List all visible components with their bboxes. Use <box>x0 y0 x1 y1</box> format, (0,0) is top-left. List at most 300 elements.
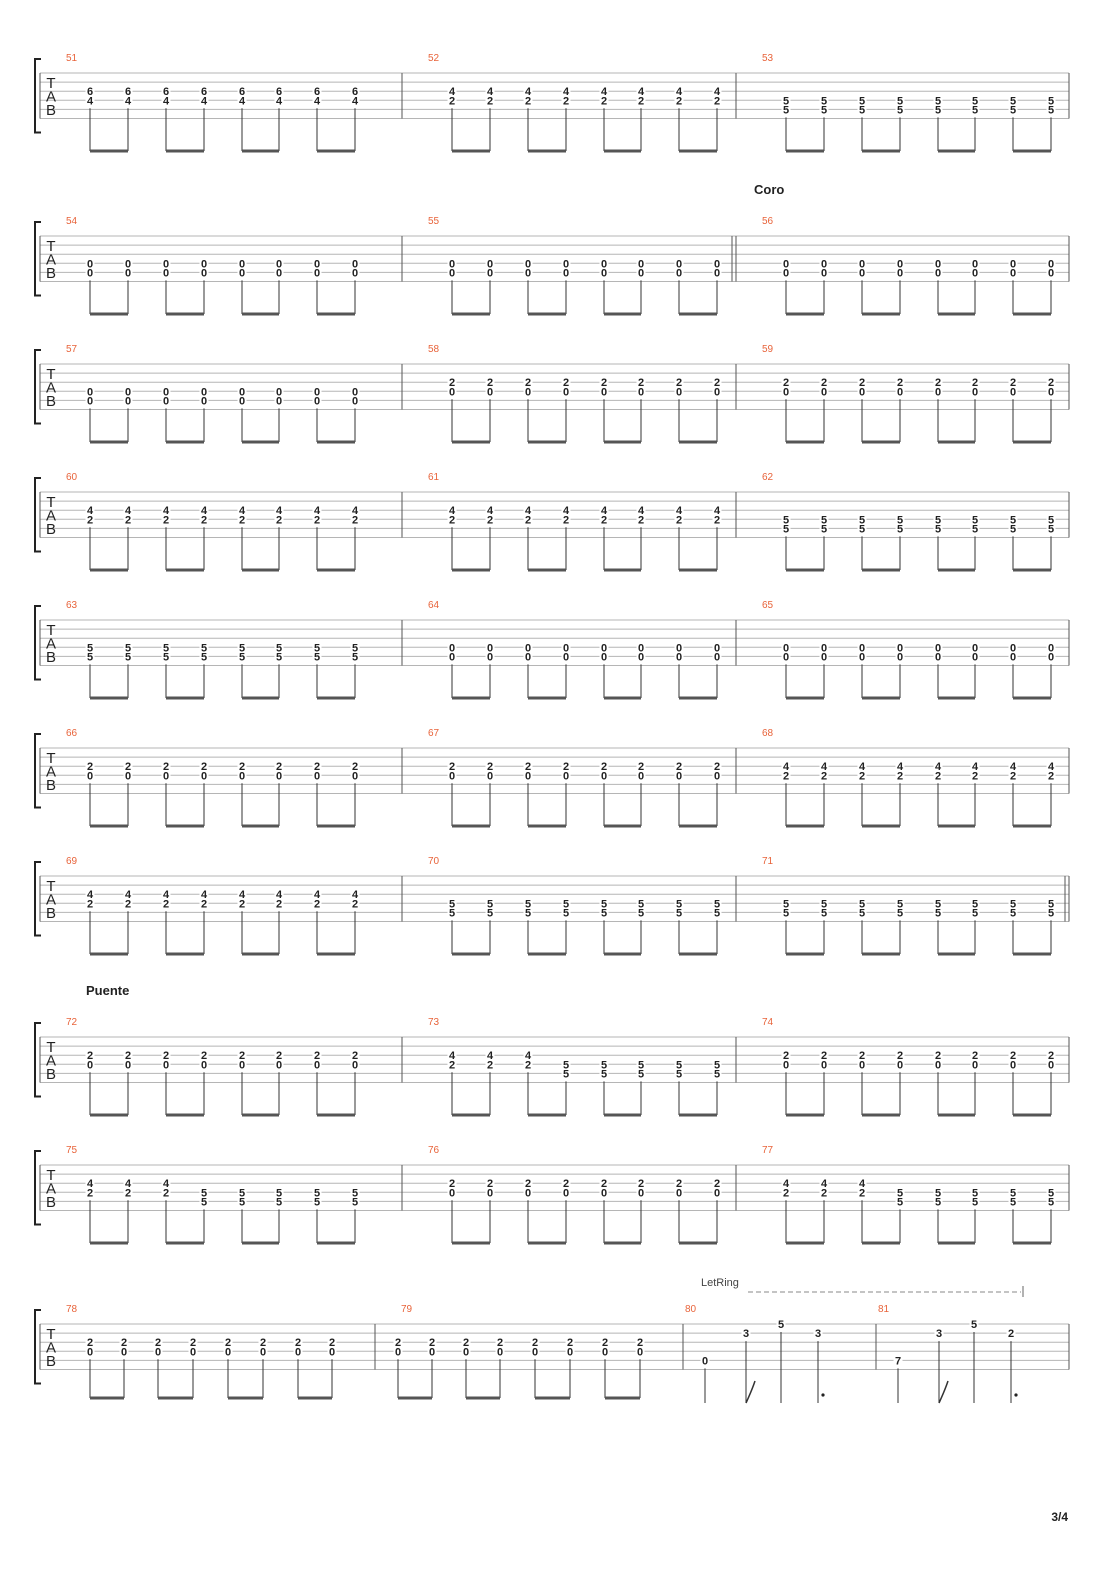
single-note-fret: 7 <box>894 1355 902 1368</box>
note-fret-bottom: 2 <box>486 1059 494 1072</box>
note-fret-bottom: 2 <box>448 514 456 527</box>
measure-number: 68 <box>762 728 774 739</box>
note-fret-bottom: 2 <box>86 514 94 527</box>
note-fret-bottom: 5 <box>971 907 979 920</box>
note-fret-top: 0 <box>1009 258 1017 271</box>
note-fret-bottom: 5 <box>782 523 790 536</box>
note-fret-top: 2 <box>394 1337 402 1350</box>
tab-clef-letter: T <box>46 238 56 255</box>
note-fret-top: 5 <box>675 1059 683 1072</box>
note-fret-bottom: 0 <box>496 1346 504 1359</box>
measure-number: 80 <box>685 1304 697 1315</box>
note-fret-top: 0 <box>713 642 721 655</box>
note-fret-top: 0 <box>896 642 904 655</box>
note-fret-bottom: 4 <box>351 95 359 108</box>
note-fret-top: 5 <box>713 898 721 911</box>
dotted-note-dot <box>821 1393 824 1396</box>
note-fret-top: 4 <box>858 1178 866 1191</box>
note-fret-top: 5 <box>275 642 283 655</box>
note-fret-bottom: 5 <box>1047 104 1055 117</box>
note-fret-bottom: 0 <box>86 395 94 408</box>
note-fret-top: 2 <box>496 1337 504 1350</box>
note-fret-bottom: 0 <box>162 267 170 280</box>
note-fret-bottom: 0 <box>313 770 321 783</box>
measure-number: 73 <box>428 1017 440 1028</box>
note-fret-top: 4 <box>86 889 94 902</box>
tab-clef-letter: B <box>45 393 57 411</box>
note-fret-top: 0 <box>351 386 359 399</box>
note-fret-top: 5 <box>637 1059 645 1072</box>
note-fret-bottom: 5 <box>858 523 866 536</box>
note-fret-bottom: 5 <box>1047 1196 1055 1209</box>
note-fret-bottom: 0 <box>858 267 866 280</box>
note-fret-bottom: 0 <box>636 1346 644 1359</box>
note-fret-top: 4 <box>524 1050 532 1063</box>
note-fret-bottom: 0 <box>200 1059 208 1072</box>
note-fret-bottom: 2 <box>200 514 208 527</box>
note-fret-bottom: 0 <box>124 770 132 783</box>
note-fret-top: 4 <box>124 505 132 518</box>
note-fret-top: 2 <box>486 377 494 390</box>
note-fret-bottom: 0 <box>313 1059 321 1072</box>
note-fret-bottom: 0 <box>486 267 494 280</box>
note-fret-bottom: 0 <box>294 1346 302 1359</box>
measure-number: 81 <box>878 1304 890 1315</box>
note-fret-bottom: 2 <box>351 514 359 527</box>
note-fret-bottom: 5 <box>275 1196 283 1209</box>
note-fret-bottom: 0 <box>1009 651 1017 664</box>
note-fret-bottom: 5 <box>896 104 904 117</box>
note-fret-top: 2 <box>294 1337 302 1350</box>
note-fret-top: 5 <box>600 1059 608 1072</box>
note-fret-bottom: 2 <box>858 770 866 783</box>
note-fret-top: 2 <box>486 1178 494 1191</box>
note-fret-top: 4 <box>1047 761 1055 774</box>
measure-number: 51 <box>66 53 78 64</box>
note-fret-top: 2 <box>120 1337 128 1350</box>
note-fret-top: 2 <box>224 1337 232 1350</box>
note-fret-top: 4 <box>600 505 608 518</box>
measure-number: 54 <box>66 216 78 227</box>
note-fret-bottom: 5 <box>782 104 790 117</box>
note-fret-top: 4 <box>1009 761 1017 774</box>
note-fret-top: 6 <box>200 86 208 99</box>
note-fret-bottom: 0 <box>86 267 94 280</box>
tab-clef-letter: B <box>45 905 57 923</box>
measure-number: 60 <box>66 472 78 483</box>
note-fret-top: 2 <box>858 1050 866 1063</box>
note-fret-bottom: 0 <box>154 1346 162 1359</box>
note-fret-top: 5 <box>600 898 608 911</box>
note-fret-top: 2 <box>524 377 532 390</box>
note-fret-bottom: 5 <box>713 907 721 920</box>
note-fret-top: 4 <box>524 86 532 99</box>
note-fret-top: 4 <box>934 761 942 774</box>
note-fret-bottom: 0 <box>896 386 904 399</box>
note-fret-bottom: 2 <box>820 1187 828 1200</box>
note-fret-top: 2 <box>562 377 570 390</box>
note-fret-top: 2 <box>562 1178 570 1191</box>
note-fret-bottom: 2 <box>124 1187 132 1200</box>
note-fret-top: 0 <box>486 258 494 271</box>
note-fret-top: 5 <box>1009 95 1017 108</box>
note-fret-top: 4 <box>637 505 645 518</box>
note-fret-bottom: 0 <box>189 1346 197 1359</box>
note-fret-top: 2 <box>328 1337 336 1350</box>
note-fret-top: 2 <box>820 1050 828 1063</box>
note-fret-bottom: 0 <box>675 267 683 280</box>
note-fret-top: 4 <box>713 505 721 518</box>
note-fret-top: 5 <box>637 898 645 911</box>
note-fret-bottom: 4 <box>275 95 283 108</box>
note-fret-bottom: 0 <box>637 267 645 280</box>
note-fret-top: 0 <box>313 386 321 399</box>
note-fret-bottom: 2 <box>934 770 942 783</box>
note-fret-bottom: 2 <box>713 514 721 527</box>
note-fret-top: 0 <box>858 642 866 655</box>
measure-number: 70 <box>428 856 440 867</box>
note-fret-top: 5 <box>934 1187 942 1200</box>
measure-number: 79 <box>401 1304 413 1315</box>
note-fret-top: 5 <box>448 898 456 911</box>
note-fret-bottom: 5 <box>934 523 942 536</box>
measure-number: 67 <box>428 728 440 739</box>
note-fret-bottom: 0 <box>313 395 321 408</box>
measure-number: 62 <box>762 472 774 483</box>
tab-clef-letter: A <box>45 88 57 106</box>
tab-clef-letter: B <box>45 102 57 120</box>
note-fret-bottom: 0 <box>858 1059 866 1072</box>
note-fret-bottom: 4 <box>162 95 170 108</box>
note-fret-bottom: 0 <box>1047 1059 1055 1072</box>
note-fret-bottom: 0 <box>675 1187 683 1200</box>
note-fret-top: 5 <box>820 95 828 108</box>
note-fret-bottom: 2 <box>448 95 456 108</box>
note-fret-bottom: 2 <box>86 898 94 911</box>
note-fret-bottom: 0 <box>820 386 828 399</box>
note-fret-bottom: 5 <box>162 651 170 664</box>
tab-clef-letter: T <box>46 1039 56 1056</box>
note-fret-top: 6 <box>275 86 283 99</box>
note-fret-top: 2 <box>637 761 645 774</box>
note-fret-top: 0 <box>162 258 170 271</box>
note-fret-bottom: 5 <box>275 651 283 664</box>
note-fret-top: 4 <box>486 1050 494 1063</box>
note-fret-bottom: 4 <box>86 95 94 108</box>
note-fret-bottom: 5 <box>238 651 246 664</box>
note-fret-bottom: 0 <box>351 267 359 280</box>
tab-clef-letter: A <box>45 1339 57 1357</box>
tab-clef-letter: T <box>46 75 56 92</box>
note-fret-bottom: 0 <box>275 770 283 783</box>
note-fret-bottom: 0 <box>896 267 904 280</box>
note-fret-top: 5 <box>1009 1187 1017 1200</box>
note-fret-bottom: 2 <box>124 514 132 527</box>
note-fret-top: 5 <box>858 898 866 911</box>
note-fret-bottom: 0 <box>524 386 532 399</box>
note-fret-top: 0 <box>524 642 532 655</box>
note-fret-bottom: 2 <box>820 770 828 783</box>
note-fret-top: 0 <box>782 258 790 271</box>
note-fret-top: 0 <box>820 258 828 271</box>
note-fret-bottom: 0 <box>782 267 790 280</box>
note-fret-top: 6 <box>238 86 246 99</box>
note-fret-top: 0 <box>1047 258 1055 271</box>
note-fret-top: 2 <box>86 761 94 774</box>
measure-number: 57 <box>66 344 78 355</box>
note-fret-top: 2 <box>154 1337 162 1350</box>
note-fret-top: 2 <box>531 1337 539 1350</box>
note-fret-top: 0 <box>448 642 456 655</box>
measure-number: 74 <box>762 1017 774 1028</box>
note-fret-bottom: 2 <box>562 514 570 527</box>
note-fret-bottom: 0 <box>600 386 608 399</box>
note-fret-top: 2 <box>313 1050 321 1063</box>
note-fret-bottom: 0 <box>448 1187 456 1200</box>
note-fret-top: 2 <box>448 1178 456 1191</box>
note-fret-top: 4 <box>162 505 170 518</box>
note-fret-bottom: 0 <box>486 651 494 664</box>
note-fret-top: 2 <box>600 1178 608 1191</box>
note-fret-top: 0 <box>486 642 494 655</box>
note-fret-top: 4 <box>351 505 359 518</box>
note-fret-bottom: 0 <box>238 1059 246 1072</box>
note-fret-bottom: 2 <box>162 1187 170 1200</box>
note-fret-top: 5 <box>275 1187 283 1200</box>
note-fret-bottom: 2 <box>713 95 721 108</box>
note-fret-bottom: 5 <box>600 907 608 920</box>
note-fret-top: 5 <box>934 95 942 108</box>
note-fret-bottom: 2 <box>486 95 494 108</box>
note-fret-bottom: 2 <box>1009 770 1017 783</box>
note-fret-top: 2 <box>86 1337 94 1350</box>
note-fret-top: 0 <box>313 258 321 271</box>
note-fret-bottom: 4 <box>238 95 246 108</box>
note-fret-bottom: 0 <box>713 267 721 280</box>
note-fret-bottom: 0 <box>351 770 359 783</box>
note-fret-bottom: 0 <box>313 267 321 280</box>
single-note-fret: 3 <box>935 1328 943 1341</box>
note-fret-bottom: 2 <box>313 898 321 911</box>
single-note-fret: 2 <box>1007 1328 1015 1341</box>
note-fret-top: 0 <box>200 258 208 271</box>
note-fret-bottom: 0 <box>486 386 494 399</box>
note-fret-top: 5 <box>313 1187 321 1200</box>
measure-number: 64 <box>428 600 440 611</box>
tab-clef-letter: B <box>45 1353 57 1371</box>
note-fret-top: 2 <box>351 1050 359 1063</box>
note-fret-bottom: 0 <box>162 395 170 408</box>
note-fret-bottom: 5 <box>448 907 456 920</box>
section-label: Puente <box>86 983 130 998</box>
note-fret-top: 2 <box>637 377 645 390</box>
note-fret-top: 2 <box>86 1050 94 1063</box>
note-fret-top: 2 <box>971 377 979 390</box>
tab-clef-letter: T <box>46 750 56 767</box>
note-fret-bottom: 0 <box>1047 651 1055 664</box>
note-fret-top: 0 <box>1009 642 1017 655</box>
note-fret-bottom: 0 <box>782 651 790 664</box>
note-fret-bottom: 0 <box>820 267 828 280</box>
single-note-fret: 3 <box>742 1328 750 1341</box>
tab-clef-letter: A <box>45 379 57 397</box>
note-fret-bottom: 2 <box>675 514 683 527</box>
note-fret-top: 2 <box>675 377 683 390</box>
note-fret-bottom: 0 <box>448 386 456 399</box>
note-fret-bottom: 0 <box>971 1059 979 1072</box>
note-fret-top: 0 <box>934 642 942 655</box>
note-fret-top: 0 <box>1047 642 1055 655</box>
note-fret-top: 5 <box>86 642 94 655</box>
let-ring-label: LetRing <box>701 1277 739 1289</box>
note-fret-top: 6 <box>86 86 94 99</box>
measure-number: 66 <box>66 728 78 739</box>
note-fret-bottom: 0 <box>1047 267 1055 280</box>
note-fret-bottom: 5 <box>820 523 828 536</box>
note-fret-bottom: 2 <box>637 514 645 527</box>
note-fret-top: 2 <box>566 1337 574 1350</box>
measure-number: 77 <box>762 1145 774 1156</box>
note-fret-top: 6 <box>162 86 170 99</box>
tab-clef-letter: B <box>45 521 57 539</box>
note-fret-bottom: 0 <box>238 770 246 783</box>
note-fret-top: 5 <box>562 1059 570 1072</box>
note-fret-top: 0 <box>275 258 283 271</box>
note-fret-bottom: 0 <box>124 1059 132 1072</box>
note-fret-bottom: 2 <box>524 95 532 108</box>
note-fret-top: 2 <box>1009 377 1017 390</box>
note-fret-top: 6 <box>351 86 359 99</box>
note-fret-bottom: 0 <box>600 770 608 783</box>
note-fret-bottom: 0 <box>562 267 570 280</box>
note-fret-bottom: 5 <box>486 907 494 920</box>
note-fret-bottom: 2 <box>600 514 608 527</box>
note-fret-top: 2 <box>486 761 494 774</box>
tab-clef-letter: A <box>45 507 57 525</box>
note-fret-top: 2 <box>1009 1050 1017 1063</box>
note-fret-bottom: 0 <box>238 267 246 280</box>
note-fret-top: 4 <box>238 505 246 518</box>
note-fret-bottom: 0 <box>562 1187 570 1200</box>
tab-clef-letter: B <box>45 1066 57 1084</box>
note-fret-top: 0 <box>86 258 94 271</box>
tab-clef-letter: B <box>45 1194 57 1212</box>
note-fret-bottom: 0 <box>600 267 608 280</box>
note-fret-bottom: 4 <box>200 95 208 108</box>
note-fret-bottom: 5 <box>971 523 979 536</box>
note-fret-top: 0 <box>351 258 359 271</box>
note-fret-bottom: 0 <box>524 267 532 280</box>
note-fret-bottom: 0 <box>637 1187 645 1200</box>
note-fret-top: 0 <box>86 386 94 399</box>
note-fret-top: 2 <box>601 1337 609 1350</box>
note-fret-bottom: 5 <box>782 907 790 920</box>
note-fret-top: 2 <box>162 761 170 774</box>
note-fret-bottom: 0 <box>1009 1059 1017 1072</box>
note-fret-bottom: 0 <box>200 395 208 408</box>
measure-number: 75 <box>66 1145 78 1156</box>
note-fret-bottom: 5 <box>637 1068 645 1081</box>
note-fret-top: 0 <box>524 258 532 271</box>
note-fret-top: 4 <box>486 505 494 518</box>
note-fret-bottom: 2 <box>524 1059 532 1072</box>
note-fret-bottom: 0 <box>562 651 570 664</box>
note-fret-bottom: 5 <box>896 523 904 536</box>
measure-number: 69 <box>66 856 78 867</box>
note-fret-bottom: 0 <box>1009 267 1017 280</box>
note-fret-top: 4 <box>675 86 683 99</box>
note-fret-bottom: 5 <box>713 1068 721 1081</box>
note-fret-top: 2 <box>524 761 532 774</box>
tab-clef-letter: B <box>45 265 57 283</box>
measure-number: 72 <box>66 1017 78 1028</box>
measure-number: 78 <box>66 1304 78 1315</box>
note-fret-top: 5 <box>858 95 866 108</box>
note-fret-top: 4 <box>600 86 608 99</box>
note-fret-bottom: 0 <box>971 386 979 399</box>
note-fret-top: 5 <box>782 898 790 911</box>
note-fret-bottom: 5 <box>637 907 645 920</box>
tab-clef-letter: A <box>45 891 57 909</box>
note-fret-bottom: 5 <box>858 104 866 117</box>
note-fret-top: 0 <box>600 258 608 271</box>
note-fret-top: 2 <box>238 1050 246 1063</box>
note-fret-bottom: 5 <box>1047 523 1055 536</box>
note-fret-top: 2 <box>782 1050 790 1063</box>
note-fret-top: 0 <box>637 258 645 271</box>
note-fret-bottom: 0 <box>86 770 94 783</box>
note-fret-bottom: 0 <box>713 770 721 783</box>
note-fret-top: 5 <box>971 898 979 911</box>
note-fret-bottom: 2 <box>782 1187 790 1200</box>
note-fret-top: 0 <box>448 258 456 271</box>
note-fret-top: 0 <box>820 642 828 655</box>
note-fret-bottom: 0 <box>162 770 170 783</box>
note-fret-bottom: 5 <box>86 651 94 664</box>
note-fret-top: 5 <box>782 95 790 108</box>
note-fret-bottom: 5 <box>351 651 359 664</box>
note-fret-bottom: 2 <box>1047 770 1055 783</box>
note-fret-top: 4 <box>313 889 321 902</box>
dotted-note-dot <box>1014 1393 1017 1396</box>
note-fret-bottom: 2 <box>524 514 532 527</box>
measure-number: 55 <box>428 216 440 227</box>
note-fret-top: 2 <box>636 1337 644 1350</box>
note-fret-top: 2 <box>238 761 246 774</box>
note-fret-bottom: 5 <box>1009 907 1017 920</box>
note-fret-bottom: 0 <box>601 1346 609 1359</box>
note-fret-bottom: 2 <box>275 898 283 911</box>
note-fret-top: 5 <box>1047 898 1055 911</box>
note-fret-top: 4 <box>200 889 208 902</box>
note-fret-bottom: 0 <box>238 395 246 408</box>
note-fret-top: 4 <box>86 1178 94 1191</box>
note-fret-top: 4 <box>486 86 494 99</box>
note-fret-top: 5 <box>200 642 208 655</box>
note-fret-bottom: 0 <box>162 1059 170 1072</box>
note-fret-bottom: 2 <box>486 514 494 527</box>
note-fret-top: 5 <box>313 642 321 655</box>
note-fret-top: 0 <box>562 642 570 655</box>
note-fret-top: 5 <box>782 514 790 527</box>
measure-number: 71 <box>762 856 774 867</box>
note-fret-top: 2 <box>896 1050 904 1063</box>
note-fret-bottom: 4 <box>124 95 132 108</box>
note-fret-bottom: 5 <box>600 1068 608 1081</box>
note-fret-bottom: 2 <box>858 1187 866 1200</box>
note-fret-bottom: 0 <box>637 386 645 399</box>
note-fret-top: 4 <box>162 1178 170 1191</box>
